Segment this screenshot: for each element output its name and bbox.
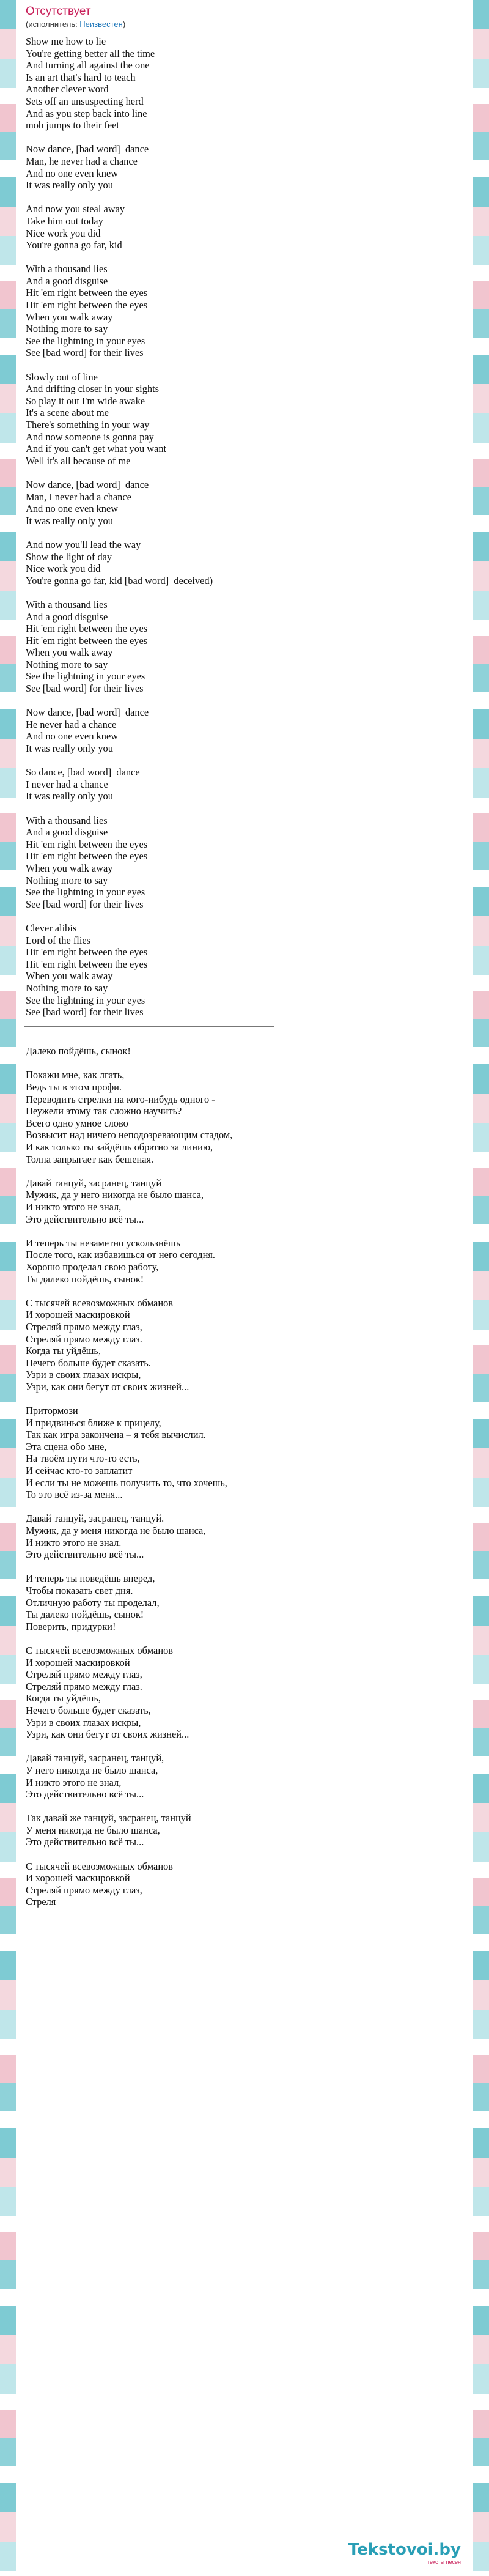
lyrics-line: Мужик, да у него никогда не было шанса, (26, 1189, 204, 1201)
logo-text: Tekstovoi.by (348, 2541, 461, 2559)
artist-line (26, 20, 465, 29)
lyrics-line: Это действительно всё ты... (26, 1549, 144, 1561)
lyrics-line: Это действительно всё ты... (26, 1788, 144, 1801)
lyrics-line: Man, I never had a chance (26, 490, 131, 503)
lyrics-stanza (26, 143, 465, 191)
lyrics-line: Давай танцуй, засранец, танцуй. (26, 1512, 164, 1525)
lyrics-line: It was really only you (26, 742, 113, 755)
lyrics-line: То это всё из-за меня... (26, 1489, 123, 1501)
lyrics-line: Nothing more to say (26, 323, 108, 335)
lyrics-line: С тысячей всевозможных обманов (26, 1644, 174, 1656)
lyrics-line: Узри в своих глазах искры, (26, 1369, 141, 1381)
lyrics-line: Давай танцуй, засранец, танцуй (26, 1177, 162, 1189)
lyrics-line: You're gonna go far, kid (26, 239, 122, 251)
lyrics-line: Now dance, [bad word] dance (26, 478, 149, 490)
lyrics-page (24, 0, 465, 2576)
lyrics-line: And a good disguise (26, 826, 108, 838)
lyrics-line: Nice work you did (26, 227, 101, 239)
lyrics-line: There's something in your way (26, 419, 150, 431)
lyrics-line: И сейчас кто-то заплатит (26, 1465, 133, 1477)
lyrics-line: Nice work you did (26, 563, 101, 575)
decorative-stripes-left (0, 0, 16, 2576)
lyrics-line: Hit 'em right between the eyes (26, 299, 148, 311)
lyrics-stanza (26, 1237, 465, 1285)
lyrics-line: See [bad word] for their lives (26, 1006, 144, 1018)
lyrics-line: Узри в своих глазах искры, (26, 1716, 141, 1728)
lyrics-line: Толпа запрыгает как бешеная. (26, 1153, 154, 1165)
lyrics-line: Так как игра закончена – я тебя вычислил. (26, 1429, 206, 1441)
decorative-stripes-right (473, 0, 489, 2576)
lyrics-line: С тысячей всевозможных обманов (26, 1860, 174, 1872)
lyrics-line: See the lightning in your eyes (26, 335, 145, 347)
lyrics-line: Стреляй прямо между глаз. (26, 1333, 142, 1345)
lyrics-line: And a good disguise (26, 275, 108, 287)
artist-suffix: ) (122, 20, 126, 29)
lyrics-line: And turning all against the one (26, 59, 150, 72)
lyrics-line: Мужик, да у меня никогда не было шанса, (26, 1525, 206, 1537)
artist-prefix: (исполнитель: (26, 20, 80, 29)
lyrics-line: And now someone is gonna pay (26, 431, 154, 443)
lyrics-line: Well it's all because of me (26, 454, 131, 467)
lyrics-stanza (26, 203, 465, 251)
lyrics-line: With a thousand lies (26, 814, 108, 826)
lyrics-line: Take him out today (26, 215, 103, 227)
song-title: Отсутствует (26, 5, 91, 18)
lyrics-line: With a thousand lies (26, 263, 108, 275)
lyrics-line: Hit 'em right between the eyes (26, 287, 148, 299)
lyrics-line: Неужели этому так сложно научить? (26, 1105, 182, 1117)
lyrics-line: Hit 'em right between the eyes (26, 946, 148, 958)
lyrics-line: So dance, [bad word] dance (26, 766, 140, 779)
lyrics-line: Hit 'em right between the eyes (26, 634, 148, 646)
lyrics-stanza (26, 371, 465, 467)
lyrics-line: Slowly out of line (26, 371, 98, 383)
lyrics-line: And a good disguise (26, 610, 108, 623)
lyrics-line: И теперь ты незаметно ускользнёшь (26, 1237, 181, 1249)
lyrics-line: И никто этого не знал, (26, 1201, 122, 1213)
lyrics-line: And no one even knew (26, 730, 119, 742)
lyrics-line: And no one even knew (26, 503, 119, 515)
lyrics-line: Давай танцуй, засранец, танцуй, (26, 1752, 164, 1764)
lyrics-line: When you walk away (26, 970, 113, 982)
lyrics-line: И как только ты зайдёшь обратно за линию, (26, 1141, 213, 1153)
lyrics-line: Это действительно всё ты... (26, 1213, 144, 1225)
site-logo[interactable] (348, 2541, 461, 2565)
lyrics-stanza (26, 1177, 465, 1225)
lyrics-line: Another clever word (26, 83, 109, 95)
lyrics-line: И хорошей маскировкой (26, 1656, 130, 1668)
lyrics-stanza (26, 479, 465, 527)
lyrics-line: Hit 'em right between the eyes (26, 850, 148, 862)
lyrics-line: И придвинься ближе к прицелу, (26, 1416, 161, 1429)
lyrics-line: Now dance, [bad word] dance (26, 706, 149, 719)
lyrics-stanza (26, 766, 465, 802)
lyrics-line: Man, he never had a chance (26, 155, 138, 167)
lyrics-line: Show the light of day (26, 550, 112, 563)
lyrics-stanza (26, 1297, 465, 1393)
artist-link[interactable]: Неизвестен (79, 20, 123, 29)
lyrics-line: И теперь ты поведёшь вперед, (26, 1572, 155, 1585)
lyrics-line: See the lightning in your eyes (26, 994, 145, 1006)
lyrics-line: У меня никогда не было шанса, (26, 1824, 160, 1836)
lyrics-line: And now you'll lead the way (26, 538, 141, 550)
lyrics-line: И если ты не можешь получить то, что хочешь, (26, 1476, 227, 1489)
lyrics-line: Эта сцена обо мне, (26, 1440, 107, 1453)
lyrics-stanza (26, 539, 465, 587)
lyrics-stanza (26, 815, 465, 911)
lyrics-line: It's a scene about me (26, 407, 109, 419)
lyrics-line: Nothing more to say (26, 658, 108, 670)
lyrics-line: Узри, как они бегут от своих жизней... (26, 1380, 189, 1393)
lyrics-line: See [bad word] for their lives (26, 347, 144, 359)
lyrics-line: mob jumps to their feet (26, 119, 119, 131)
lyrics-line: Стреляй прямо между глаз. (26, 1680, 142, 1692)
lyrics-line: And if you can't get what you want (26, 443, 167, 455)
lyrics-line: Чтобы показать свет дня. (26, 1585, 133, 1596)
lyrics-line: Когда ты уйдёшь, (26, 1345, 101, 1357)
lyrics-line: И хорошей маскировкой (26, 1309, 130, 1321)
lyrics-line: I never had a chance (26, 778, 108, 790)
lyrics-line: Lord of the flies (26, 934, 91, 946)
lyrics-stanza (26, 1045, 465, 1057)
lyrics-line: Nothing more to say (26, 982, 108, 994)
lyrics-stanza (26, 1812, 465, 1848)
lyrics-line: Хорошо проделал свою работу, (26, 1260, 159, 1273)
lyrics-stanza (26, 1752, 465, 1800)
lyrics-line: Так давай же танцуй, засранец, танцуй (26, 1812, 191, 1824)
lyrics-line: Стреляй прямо между глаз, (26, 1320, 142, 1333)
lyrics-line: You're getting better all the time (26, 47, 155, 59)
lyrics-line: And drifting closer in your sights (26, 383, 160, 395)
translation-divider (24, 1026, 274, 1027)
lyrics-line: See the lightning in your eyes (26, 670, 145, 683)
lyrics-line: When you walk away (26, 862, 113, 874)
lyrics-line: He never had a chance (26, 718, 117, 730)
lyrics-line: Нечего больше будет сказать, (26, 1704, 151, 1716)
lyrics-line: Is an art that's hard to teach (26, 71, 136, 83)
lyrics-line: Nothing more to say (26, 874, 108, 886)
lyrics-line: И никто этого не знал. (26, 1536, 122, 1549)
lyrics-line: На твоём пути что-то есть, (26, 1453, 140, 1465)
lyrics-stanza (26, 1572, 465, 1632)
lyrics-line: It was really only you (26, 790, 113, 802)
lyrics-stanza (26, 263, 465, 359)
lyrics-line: Ты далеко пойдёшь, сынок! (26, 1608, 144, 1621)
lyrics-stanza (26, 1405, 465, 1501)
logo-tagline: тексты песен (427, 2559, 461, 2565)
lyrics-line: После того, как избавишься от него сегодня. (26, 1249, 215, 1261)
lyrics-line: It was really only you (26, 179, 113, 191)
lyrics-line: Sets off an unsuspecting herd (26, 95, 144, 107)
lyrics-line: See [bad word] for their lives (26, 898, 144, 910)
lyrics-line: Нечего больше будет сказать. (26, 1356, 151, 1369)
lyrics-line: Переводить стрелки на кого-нибудь одного - (26, 1093, 215, 1105)
lyrics-line: Всего одно умное слово (26, 1117, 128, 1129)
lyrics-line: Это действительно всё ты... (26, 1836, 144, 1848)
lyrics-line: Далеко пойдёшь, сынок! (26, 1045, 131, 1057)
lyrics-line: And no one even knew (26, 167, 119, 179)
lyrics-line: И хорошей маскировкой (26, 1872, 130, 1884)
lyrics-stanza (26, 1645, 465, 1741)
lyrics-line: Узри, как они бегут от своих жизней... (26, 1728, 189, 1741)
lyrics-line: So play it out I'm wide awake (26, 394, 145, 407)
lyrics-line: Стреля (26, 1896, 56, 1908)
lyrics-stanza (26, 1860, 465, 1908)
lyrics-line: Clever alibis (26, 922, 77, 934)
lyrics-line: Притормози (26, 1405, 78, 1417)
lyrics-line: When you walk away (26, 646, 113, 659)
lyrics-line: You're gonna go far, kid [bad word] deceived) (26, 574, 213, 587)
lyrics-line: Hit 'em right between the eyes (26, 958, 148, 970)
lyrics-line: Hit 'em right between the eyes (26, 623, 148, 635)
lyrics-line: See [bad word] for their lives (26, 683, 144, 695)
lyrics-line: Стреляй прямо между глаз, (26, 1668, 142, 1681)
lyrics-line: With a thousand lies (26, 598, 108, 610)
lyrics-line: Ведь ты в этом профи. (26, 1081, 122, 1094)
lyrics-line: See the lightning in your eyes (26, 886, 145, 898)
lyrics-line: It was really only you (26, 514, 113, 527)
lyrics-translation (26, 1045, 465, 1908)
lyrics-line: And as you step back into line (26, 107, 147, 119)
lyrics-line: Когда ты уйдёшь, (26, 1692, 101, 1704)
lyrics-stanza (26, 35, 465, 131)
lyrics-line: Now dance, [bad word] dance (26, 143, 149, 155)
lyrics-line: У него никогда не было шанса, (26, 1764, 158, 1776)
lyrics-line: Стреляй прямо между глаз, (26, 1884, 142, 1896)
lyrics-line: Ты далеко пойдёшь, сынок! (26, 1273, 144, 1285)
lyrics-line: Покажи мне, как лгать, (26, 1069, 125, 1081)
lyrics-original (26, 35, 465, 1018)
lyrics-stanza (26, 1512, 465, 1560)
lyrics-line: Поверить, придурки! (26, 1620, 116, 1632)
lyrics-stanza (26, 1069, 465, 1165)
lyrics-line: И никто этого не знал, (26, 1776, 122, 1788)
lyrics-line: С тысячей всевозможных обманов (26, 1297, 174, 1309)
lyrics-line: Возвысит над ничего неподозревающим стадом, (26, 1129, 233, 1141)
lyrics-line: Show me how to lie (26, 35, 106, 47)
lyrics-stanza (26, 706, 465, 754)
lyrics-stanza (26, 922, 465, 1018)
lyrics-line: Hit 'em right between the eyes (26, 838, 148, 850)
lyrics-line: When you walk away (26, 311, 113, 323)
lyrics-stanza (26, 599, 465, 695)
lyrics-line: Отличную работу ты проделал, (26, 1596, 160, 1608)
lyrics-line: And now you steal away (26, 203, 125, 215)
